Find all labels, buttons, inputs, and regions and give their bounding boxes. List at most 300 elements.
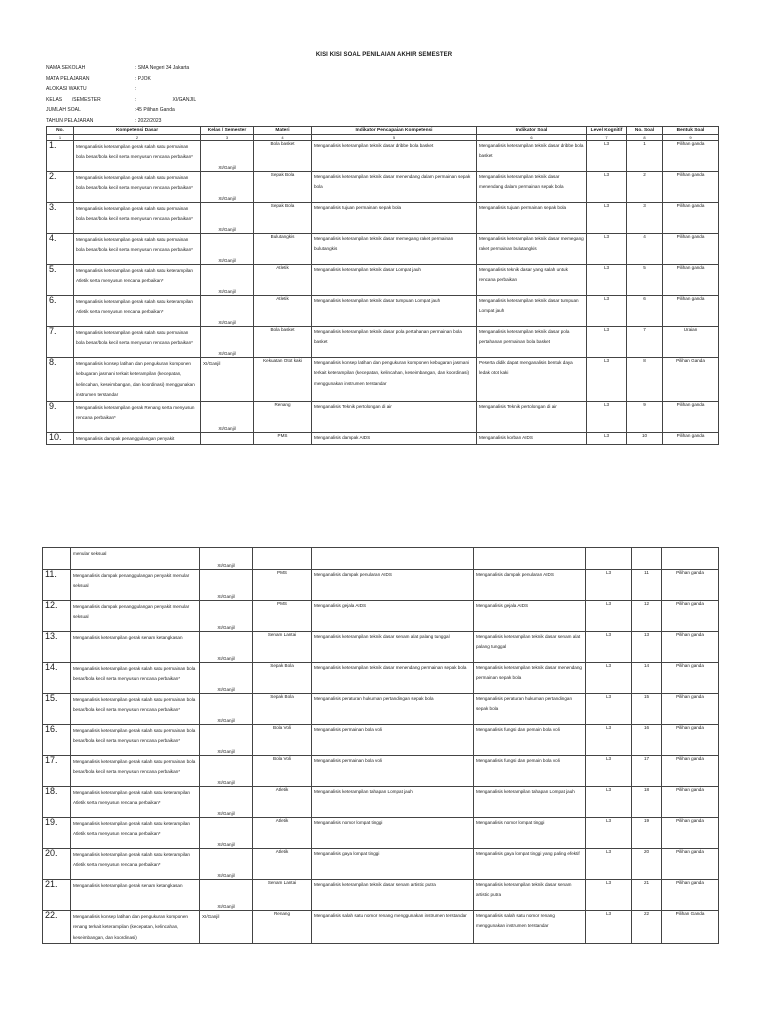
materi-cell: Bola Voli <box>253 725 312 756</box>
level-kognitif-cell: L3 <box>586 849 632 880</box>
row-number: 3. <box>47 203 74 234</box>
kelas-semester-cell <box>201 327 254 358</box>
kelas-semester-cell <box>201 141 254 172</box>
row-number: 19. <box>43 818 71 849</box>
info-value: : PJOK <box>135 75 151 82</box>
no-soal-cell: 5 <box>627 265 663 296</box>
row-number: 9. <box>47 401 74 432</box>
row-number: 14. <box>43 663 71 694</box>
kelas-semester-cell-text: XI/Ganjil <box>218 196 236 201</box>
level-kognitif-cell: L3 <box>586 694 632 725</box>
row-number: 15. <box>43 694 71 725</box>
kelas-semester-cell-text: XI/Ganjil <box>217 718 235 723</box>
bentuk-soal-cell: Pilihan ganda <box>662 632 719 663</box>
indikator-soal-cell: Menganalisis gaya lompat tinggi yang paling efektif <box>474 849 586 880</box>
materi-cell: Sepak Bola <box>254 203 312 234</box>
kompetensi-dasar-cell <box>71 911 200 944</box>
materi-cell: Bola Voli <box>253 756 312 787</box>
kisi-kisi-table-page-1 <box>46 126 719 445</box>
level-kognitif-cell: L3 <box>587 296 627 327</box>
level-kognitif-cell: L3 <box>586 818 632 849</box>
bentuk-soal-cell: Pilihan ganda <box>662 880 719 911</box>
kompetensi-dasar-cell <box>71 570 200 601</box>
table-row <box>43 818 719 849</box>
bentuk-soal-cell: Pilihan ganda <box>662 849 719 880</box>
indikator-soal-cell: Menganalisis fungsi dan pemain bola voli <box>474 756 586 787</box>
no-soal-cell: 22 <box>632 911 662 944</box>
indikator-pencapaian-cell: Menganalisis tujuan permainan sepak bola <box>312 203 477 234</box>
level-kognitif-cell: L3 <box>587 234 627 265</box>
kompetensi-dasar-cell <box>74 432 201 444</box>
indikator-pencapaian-cell: Menganalisis konsep latihan dan pengukuran komponen kebugaran jasmani terkait keterampilan (kecepatan, kelincahan, keseimbangan, dan koordinasi) menggunakan instrumen terstandar <box>312 358 477 402</box>
indikator-soal-cell: Menganalisis keterampilan tahapan Lompat jauh <box>474 787 586 818</box>
row-number: 1. <box>47 141 74 172</box>
no-soal-cell: 3 <box>627 203 663 234</box>
table-row <box>47 401 719 432</box>
no-soal-cell: 15 <box>632 694 662 725</box>
table-row <box>43 663 719 694</box>
school-info <box>46 63 196 127</box>
kompetensi-dasar-cell-text: Menganalisis keterampilan gerak salah satu permainan bola besar/bola kecil serta menyusun rencana perbaikan* <box>76 330 193 346</box>
column-header-indikator-pencapaian: Indikator Pencapaian Kompetensi <box>312 127 477 135</box>
kompetensi-dasar-cell-text: Menganalisis keterampilan gerak salah satu keterampilan Atletik serta menyusun rencana perbaikan* <box>76 268 193 284</box>
kelas-semester-cell-text: XI/Ganjil <box>217 656 235 661</box>
indikator-soal-cell: Menganalisis keterampilan teknik dasar senam artistic putra <box>474 880 586 911</box>
level-kognitif-cell: L3 <box>586 570 632 601</box>
materi-cell: Sepak Bola <box>253 663 312 694</box>
indikator-pencapaian-cell: Menganalisis salah satu nomor renang menggunakan instrumen terstandar <box>312 911 474 944</box>
no-soal-cell: 2 <box>627 172 663 203</box>
materi-cell: Atletik <box>254 296 312 327</box>
level-kognitif-cell: L3 <box>587 401 627 432</box>
info-value: : XI/GANJIL <box>135 96 197 103</box>
materi-cell <box>253 548 312 570</box>
indikator-pencapaian-cell: Menganalisis nomor lompat tinggi <box>312 818 474 849</box>
indikator-pencapaian-cell: Menganalisis keterampilan teknik dasar pola pertahanan permainan bola basket <box>312 327 477 358</box>
row-number: 2. <box>47 172 74 203</box>
kelas-semester-cell-text: XI/Ganjil <box>218 320 236 325</box>
indikator-soal-cell: Menganalisis korban AIDS <box>477 432 587 444</box>
row-number: 8. <box>47 358 74 402</box>
row-number: 18. <box>43 787 71 818</box>
indikator-soal-cell: Menganalisis teknik dasar yang salah untuk rencana perbaikan <box>477 265 587 296</box>
no-soal-cell: 17 <box>632 756 662 787</box>
no-soal-cell: 1 <box>627 141 663 172</box>
column-index: 1 <box>47 135 74 141</box>
no-soal-cell: 21 <box>632 880 662 911</box>
table-body-page-2 <box>43 548 719 944</box>
level-kognitif-cell: L3 <box>586 663 632 694</box>
kompetensi-dasar-cell-text: Menganalisis keterampilan gerak salah satu permainan bola besar/bola kecil serta menyusun rencana perbaikan* <box>73 697 196 713</box>
kompetensi-dasar-cell-text: Menganalisis konsep latihan dan pengukuran komponen kebugaran jasmani terkait keterampilan (kecepatan, kelincahan, keseimbangan, dan koordinasi) menggunakan instrumen terstandar <box>76 361 195 398</box>
materi-cell: Atletik <box>254 265 312 296</box>
column-header-kompetensi-dasar: Kompetensi Dasar <box>74 127 201 135</box>
kelas-semester-cell <box>201 265 254 296</box>
indikator-pencapaian-cell: Menganalisis permainan bola voli <box>312 756 474 787</box>
kompetensi-dasar-cell-text: Menganalisis keterampilan gerak salah satu keterampilan Atletik serta menyusun rencana perbaikan* <box>73 852 190 868</box>
table-row <box>47 141 719 172</box>
no-soal-cell: 7 <box>627 327 663 358</box>
kelas-semester-cell-text: XI/Ganjil <box>217 780 235 785</box>
kelas-semester-cell <box>200 548 253 570</box>
kelas-semester-cell <box>201 296 254 327</box>
indikator-pencapaian-cell: Menganalisis gejala AIDS <box>312 601 474 632</box>
indikator-soal-cell: Menganalisis tujuan permainan sepak bola <box>477 203 587 234</box>
kelas-semester-cell <box>201 234 254 265</box>
info-row <box>46 116 196 127</box>
indikator-pencapaian-cell: Menganalisis keterampilan teknik dasar senam artistic putra <box>312 880 474 911</box>
kompetensi-dasar-cell <box>71 818 200 849</box>
no-soal-cell: 13 <box>632 632 662 663</box>
kompetensi-dasar-cell <box>74 401 201 432</box>
row-number: 22. <box>43 911 71 944</box>
table-row <box>43 756 719 787</box>
bentuk-soal-cell: Pilihan Ganda <box>662 911 719 944</box>
bentuk-soal-cell: Pilihan ganda <box>662 601 719 632</box>
indikator-pencapaian-cell: Menganalisis Teknik pertolongan di air <box>312 401 477 432</box>
table-row <box>43 849 719 880</box>
kelas-semester-cell-text: XI/Ganjil <box>217 563 235 568</box>
level-kognitif-cell: L3 <box>587 358 627 402</box>
kompetensi-dasar-cell-text: Menganalisis keterampilan gerak senam ketangkasan <box>73 635 183 640</box>
level-kognitif-cell: L3 <box>587 141 627 172</box>
level-kognitif-cell: L3 <box>586 756 632 787</box>
indikator-soal-cell: Menganalisis keterampilan teknik dasar menendang dalam permainan sepak bola <box>477 172 587 203</box>
kisi-kisi-table-page-2 <box>42 547 719 944</box>
indikator-pencapaian-cell <box>312 548 474 570</box>
row-number: 11. <box>43 570 71 601</box>
table-row <box>47 172 719 203</box>
no-soal-cell: 8 <box>627 358 663 402</box>
kelas-semester-cell-text: XI/Ganjil <box>217 625 235 630</box>
no-soal-cell: 14 <box>632 663 662 694</box>
kompetensi-dasar-cell <box>74 296 201 327</box>
kelas-semester-cell-text: XI/Ganjil <box>218 227 236 232</box>
indikator-soal-cell: Menganalisis keterampilan teknik dasar senam alat palang tunggal <box>474 632 586 663</box>
indikator-soal-cell: Menganalisis keterampilan teknik dasar menendang permainan sepak bola <box>474 663 586 694</box>
info-value: : SMA Negeri 34 Jakarta <box>135 65 190 71</box>
column-index: 6 <box>477 135 587 141</box>
kompetensi-dasar-cell-text: menular seksual <box>73 551 107 556</box>
kelas-semester-cell-text: XI/Ganjil <box>202 914 220 919</box>
column-header-kelas-semester: Kelas / Semester <box>201 127 254 135</box>
info-row <box>46 63 196 74</box>
column-header-no: No. <box>47 127 74 135</box>
column-index: 9 <box>663 135 719 141</box>
bentuk-soal-cell <box>662 548 719 570</box>
kompetensi-dasar-cell-text: Menganalisis keterampilan gerak salah satu keterampilan Atletik serta menyusun rencana perbaikan* <box>76 299 193 315</box>
kompetensi-dasar-cell-text: Menganalisis keterampilan gerak salah satu permainan bola besar/bola kecil serta menyusun rencana perbaikan* <box>73 759 196 775</box>
table-row <box>47 358 719 402</box>
materi-cell: Senam Lantai <box>253 880 312 911</box>
indikator-pencapaian-cell: Menganalisis keterampilan teknik dasar senam alat palang tunggal <box>312 632 474 663</box>
indikator-soal-cell: Menganalisis fungsi dan pemain bola voli <box>474 725 586 756</box>
indikator-soal-cell: Peserta didik dapat menganalisis bentuk daya ledak otot kaki <box>477 358 587 402</box>
indikator-soal-cell: Menganalisis Teknik pertolongan di air <box>477 401 587 432</box>
indikator-soal-cell: Menganalisis dampak penularan AIDS <box>474 570 586 601</box>
table-row <box>47 234 719 265</box>
table-header-row <box>47 127 719 135</box>
bentuk-soal-cell: Pilihan ganda <box>663 296 719 327</box>
materi-cell: Sepak Bola <box>254 172 312 203</box>
indikator-soal-cell: Menganalisis keterampilan teknik dasar pola pertahanan permainan bola basket <box>477 327 587 358</box>
info-row <box>46 105 196 116</box>
level-kognitif-cell: L3 <box>586 787 632 818</box>
no-soal-cell: 20 <box>632 849 662 880</box>
column-index: 8 <box>627 135 663 141</box>
indikator-soal-cell: Menganalisis gejala AIDS <box>474 601 586 632</box>
indikator-pencapaian-cell: Menganalisis keterampilan teknik dasar Lompat jauh <box>312 265 477 296</box>
kelas-semester-cell-text: XI/Ganjil <box>217 904 235 909</box>
table-body-page-1 <box>47 141 719 445</box>
kompetensi-dasar-cell-text: Menganalisis keterampilan gerak salah satu permainan bola besar/bola kecil serta menyusun rencana perbaikan* <box>76 206 193 222</box>
info-row <box>46 74 196 85</box>
column-index: 7 <box>587 135 627 141</box>
kelas-semester-cell <box>200 601 253 632</box>
info-label: JUMLAH SOAL <box>46 107 81 114</box>
bentuk-soal-cell: Pilihan ganda <box>662 818 719 849</box>
kelas-semester-cell-text: XI/Ganjil <box>217 594 235 599</box>
column-index: 5 <box>312 135 477 141</box>
materi-cell: PMS <box>253 570 312 601</box>
no-soal-cell: 10 <box>627 432 663 444</box>
row-number: 7. <box>47 327 74 358</box>
info-value: : <box>135 86 137 93</box>
bentuk-soal-cell: Pilihan ganda <box>662 756 719 787</box>
row-number: 4. <box>47 234 74 265</box>
info-label: ALOKASI WAKTU <box>46 86 87 93</box>
kompetensi-dasar-cell-text: Menganalisis keterampilan gerak Renang serta menyusun rencana perbaikan* <box>76 404 195 421</box>
no-soal-cell: 4 <box>627 234 663 265</box>
level-kognitif-cell: L3 <box>587 203 627 234</box>
kelas-semester-cell <box>200 756 253 787</box>
materi-cell: PMS <box>254 432 312 444</box>
level-kognitif-cell: L3 <box>586 880 632 911</box>
table-row <box>47 296 719 327</box>
bentuk-soal-cell: Pilihan ganda <box>663 265 719 296</box>
row-number: 6. <box>47 296 74 327</box>
info-label: MATA PELAJARAN <box>46 75 90 82</box>
info-label: NAMA SEKOLAH <box>46 65 86 71</box>
kompetensi-dasar-cell <box>74 265 201 296</box>
indikator-soal-cell: Menganalisis salah satu nomor renang menggunakan instrumen terstandar <box>474 911 586 944</box>
kelas-semester-cell <box>200 663 253 694</box>
kelas-semester-cell <box>201 172 254 203</box>
indikator-pencapaian-cell: Menganalisis keterampilan tahapan Lompat jauh <box>312 787 474 818</box>
table-row <box>47 265 719 296</box>
level-kognitif-cell: L3 <box>587 265 627 296</box>
materi-cell: Atletik <box>253 818 312 849</box>
table-row <box>43 632 719 663</box>
kompetensi-dasar-cell <box>71 787 200 818</box>
materi-cell: Renang <box>254 401 312 432</box>
no-soal-cell: 11 <box>632 570 662 601</box>
kelas-semester-cell <box>200 725 253 756</box>
kompetensi-dasar-cell-text: Menganalisis keterampilan gerak salah satu permainan bola besar/bola kecil serta menyusun rencana perbaikan* <box>76 144 193 160</box>
kelas-semester-cell <box>200 880 253 911</box>
info-value: :45 Pilihan Ganda <box>135 107 175 114</box>
kelas-semester-cell-text: XI/Ganjil <box>217 687 235 692</box>
row-number: 10. <box>47 432 74 444</box>
kompetensi-dasar-cell <box>74 358 201 402</box>
kompetensi-dasar-cell <box>74 172 201 203</box>
bentuk-soal-cell: Pilihan ganda <box>663 234 719 265</box>
bentuk-soal-cell: Uraian <box>663 327 719 358</box>
kompetensi-dasar-cell-text: Menganalisis keterampilan gerak salah satu permainan bola besar/bola kecil serta menyusun rencana perbaikan* <box>73 666 196 682</box>
materi-cell: Bola basket <box>254 327 312 358</box>
kompetensi-dasar-cell-text: Menganalisis dampak penanggulangan penyakit menular seksual <box>73 573 190 589</box>
indikator-soal-cell: Menganalisis keterampilan teknik dasar dribbe bola basket <box>477 141 587 172</box>
table-row <box>43 880 719 911</box>
kompetensi-dasar-cell <box>71 601 200 632</box>
row-number <box>43 548 71 570</box>
no-soal-cell: 9 <box>627 401 663 432</box>
indikator-pencapaian-cell: Menganalisis keterampilan teknik dasar memegang raket permainan bulutangkis <box>312 234 477 265</box>
no-soal-cell: 12 <box>632 601 662 632</box>
level-kognitif-cell: L3 <box>587 172 627 203</box>
kelas-semester-cell-text: XI/Ganjil <box>218 165 236 170</box>
kompetensi-dasar-cell <box>74 234 201 265</box>
indikator-soal-cell: Menganalisis peraturan hukuman pertandingan sepak bola <box>474 694 586 725</box>
indikator-pencapaian-cell: Menganalisis peraturan hukuman pertandingan sepak bola <box>312 694 474 725</box>
kelas-semester-cell <box>200 632 253 663</box>
column-header-level-kognitif: Level Kognitif <box>587 127 627 135</box>
no-soal-cell <box>632 548 662 570</box>
materi-cell: Sepak Bola <box>253 694 312 725</box>
materi-cell: Kekuatan Otot kaki <box>254 358 312 402</box>
indikator-pencapaian-cell: Menganalisis keterampilan teknik dasar menendang permainan sepak bola <box>312 663 474 694</box>
kompetensi-dasar-cell-text: Menganalisis keterampilan gerak salah satu permainan bola besar/bola kecil serta menyusun rencana perbaikan* <box>73 728 196 744</box>
table-row <box>43 548 719 570</box>
kelas-semester-cell-text: XI/Ganjil <box>217 749 235 754</box>
column-index: 2 <box>74 135 201 141</box>
indikator-pencapaian-cell: Menganalisis dampak penularan AIDS <box>312 570 474 601</box>
materi-cell: Bola basket <box>254 141 312 172</box>
indikator-soal-cell: Menganalisis keterampilan teknik dasar memegang raket permainan bulutangkis <box>477 234 587 265</box>
kompetensi-dasar-cell <box>71 663 200 694</box>
kelas-semester-cell-text: XI/Ganjil <box>217 811 235 816</box>
no-soal-cell: 6 <box>627 296 663 327</box>
kelas-semester-cell <box>201 401 254 432</box>
indikator-pencapaian-cell: Menganalisis keterampilan teknik dasar tumpuan Lompat jauh <box>312 296 477 327</box>
column-index: 4 <box>254 135 312 141</box>
kelas-semester-cell <box>200 787 253 818</box>
bentuk-soal-cell: Pilihan ganda <box>662 725 719 756</box>
indikator-pencapaian-cell: Menganalisis gaya lompat tinggi <box>312 849 474 880</box>
column-header-indikator-soal: Indikator Soal <box>477 127 587 135</box>
kompetensi-dasar-cell-text: Menganalisis keterampilan gerak salah satu permainan bola besar/bola kecil serta menyusun rencana perbaikan* <box>76 237 193 253</box>
bentuk-soal-cell: Pilihan ganda <box>662 694 719 725</box>
kompetensi-dasar-cell <box>74 203 201 234</box>
bentuk-soal-cell: Pilihan ganda <box>663 432 719 444</box>
kompetensi-dasar-cell-text: Menganalisis keterampilan gerak senam ketangkasan <box>73 883 183 888</box>
level-kognitif-cell: L3 <box>586 601 632 632</box>
kelas-semester-cell <box>201 358 254 402</box>
kelas-semester-cell-text: XI/Ganjil <box>203 361 221 366</box>
level-kognitif-cell: L3 <box>586 632 632 663</box>
indikator-soal-cell: Menganalisis keterampilan teknik dasar tumpuan Lompat jauh <box>477 296 587 327</box>
kelas-semester-cell <box>201 203 254 234</box>
kompetensi-dasar-cell-text: Menganalisis keterampilan gerak salah satu keterampilan Atletik serta menyusun rencana perbaikan* <box>73 790 190 806</box>
table-row <box>43 725 719 756</box>
level-kognitif-cell: L3 <box>586 911 632 944</box>
level-kognitif-cell <box>586 548 632 570</box>
row-number: 16. <box>43 725 71 756</box>
kelas-semester-cell-text: XI/Ganjil <box>218 258 236 263</box>
kompetensi-dasar-cell-text: Menganalisis keterampilan gerak salah satu permainan bola besar/bola kecil serta menyusun rencana perbaikan* <box>76 175 193 191</box>
kelas-semester-cell <box>200 911 253 944</box>
info-label: TAHUN PELAJARAN <box>46 117 94 124</box>
column-header-materi: Materi <box>254 127 312 135</box>
bentuk-soal-cell: Pilihan ganda <box>662 787 719 818</box>
no-soal-cell: 18 <box>632 787 662 818</box>
kompetensi-dasar-cell <box>71 548 200 570</box>
kelas-semester-cell <box>200 818 253 849</box>
kelas-semester-cell <box>200 849 253 880</box>
kompetensi-dasar-cell <box>71 725 200 756</box>
row-number: 20. <box>43 849 71 880</box>
row-number: 21. <box>43 880 71 911</box>
indikator-soal-cell <box>474 548 586 570</box>
kelas-semester-cell-text: XI/Ganjil <box>218 289 236 294</box>
kelas-semester-cell-text: XI/Ganjil <box>218 425 236 431</box>
column-header-no-soal: No. Soal <box>627 127 663 135</box>
column-index: 3 <box>201 135 254 141</box>
table-row <box>43 694 719 725</box>
kompetensi-dasar-cell-text: Menganalisis dampak penanggulangan penyakit menular seksual <box>73 604 190 620</box>
row-number: 13. <box>43 632 71 663</box>
materi-cell: Renang <box>253 911 312 944</box>
level-kognitif-cell: L3 <box>586 725 632 756</box>
level-kognitif-cell: L3 <box>587 327 627 358</box>
kompetensi-dasar-cell <box>71 694 200 725</box>
bentuk-soal-cell: Pilihan ganda <box>663 203 719 234</box>
table-row <box>43 787 719 818</box>
kelas-semester-cell <box>200 694 253 725</box>
document-title: KISI KISI SOAL PENILAIAN AKHIR SEMESTER <box>315 52 453 58</box>
bentuk-soal-cell: Pilihan ganda <box>662 570 719 601</box>
kompetensi-dasar-cell <box>71 632 200 663</box>
kelas-semester-cell-text: XI/Ganjil <box>217 842 235 847</box>
indikator-soal-cell: Menganalisis nomor lompat tinggi <box>474 818 586 849</box>
materi-cell: Senam Lantai <box>253 632 312 663</box>
info-row <box>46 84 196 95</box>
kompetensi-dasar-cell-text: Menganalisis dampak penanggulangan penyakit <box>76 435 175 441</box>
kompetensi-dasar-cell-text: Menganalisis konsep latihan dan pengukuran komponen renang terkait keterampilan (kecepatan, kelincahan, keseimbangan, dan koordinasi) <box>73 914 188 940</box>
indikator-pencapaian-cell: Menganalisis keterampilan teknik dasar menendang dalam permainan sepak bola <box>312 172 477 203</box>
bentuk-soal-cell: Pilihan ganda <box>663 141 719 172</box>
kompetensi-dasar-cell-text: Menganalisis keterampilan gerak salah satu keterampilan Atletik serta menyusun rencana perbaikan* <box>73 821 190 837</box>
level-kognitif-cell: L3 <box>587 432 627 444</box>
kompetensi-dasar-cell <box>71 849 200 880</box>
indikator-pencapaian-cell: Menganalisis keterampilan teknik dasar dribbe bola basket <box>312 141 477 172</box>
kelas-semester-cell <box>201 432 254 444</box>
indikator-pencapaian-cell: Menganalisis dampak AIDS <box>312 432 477 444</box>
kompetensi-dasar-cell <box>74 141 201 172</box>
table-row <box>47 203 719 234</box>
materi-cell: PMS <box>253 601 312 632</box>
no-soal-cell: 19 <box>632 818 662 849</box>
info-value: : 2022/2023 <box>135 117 162 124</box>
kompetensi-dasar-cell <box>71 756 200 787</box>
row-number: 17. <box>43 756 71 787</box>
info-label: KELAS /SEMESTER <box>46 96 101 103</box>
row-number: 5. <box>47 265 74 296</box>
info-row <box>46 95 196 106</box>
kompetensi-dasar-cell <box>71 880 200 911</box>
materi-cell: Atletik <box>253 849 312 880</box>
bentuk-soal-cell: Pilihan ganda <box>663 401 719 432</box>
